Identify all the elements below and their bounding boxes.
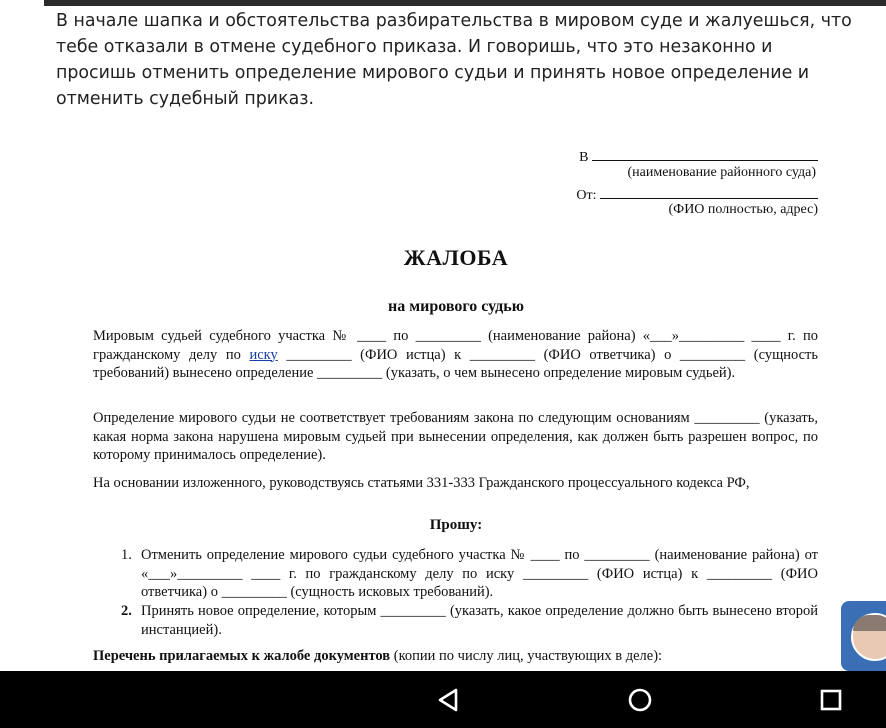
paragraph-1-end: _________ (ФИО истца) к _________ (ФИО ответчика) о _________ (сущность требований) вынесено определение _________ (указать, о чем вынесено определение мировым судьей).: [93, 346, 818, 381]
address-to-line: [579, 146, 818, 166]
attachments-note: (копии по числу лиц, участвующих в деле):: [390, 648, 663, 664]
paragraph-3: На основании изложенного, руководствуясь статьями 331-333 Гражданского процессуального кодекса РФ,: [93, 475, 750, 491]
android-navigation-bar: [0, 671, 886, 728]
paragraph-2: Определение мирового судьи не соответствует требованиям закона по следующим основаниям _________ (указать, какая норма закона нарушена мировым судьей при вынесении определения, как должен быть разрешен вопрос, по которому принималось определение).: [93, 410, 818, 463]
intro-text: В начале шапка и обстоятельства разбирательства в мировом суде и жалуешься, что тебе отказали в отмене судебного приказа. И говоришь, что это незаконно и просишь отменить определение мирового судьи и принять новое определение и отменить судебный приказ.: [56, 11, 852, 109]
top-bar: [44, 0, 886, 6]
address-from-hint: (ФИО полностью, адрес): [668, 202, 818, 217]
attachments-heading: Перечень прилагаемых к жалобе документов: [93, 648, 391, 664]
request-item-number: 2.: [121, 603, 132, 619]
address-to-hint: (наименование районного суда): [627, 165, 816, 180]
document-subtitle: на мирового судью: [388, 298, 524, 315]
address-from-blank: [600, 184, 818, 199]
address-to-prefix: В: [579, 150, 589, 165]
request-item-2: [121, 602, 818, 639]
circle-home-icon[interactable]: [625, 685, 655, 715]
square-recents-icon[interactable]: [816, 685, 846, 715]
triangle-back-icon[interactable]: [434, 685, 464, 715]
address-to-blank: [592, 146, 818, 161]
attachments-line: [93, 647, 818, 666]
address-from-line: [576, 184, 818, 204]
paragraph-1: [93, 327, 818, 383]
request-item-1: [121, 546, 818, 602]
document-title: ЖАЛОБА: [403, 245, 509, 270]
request-item-text: Отменить определение мирового судьи судебного участка № ____ по _________ (наименование района) от «___»_________ ____ г. по гражданскому делу по иску _________ (ФИО истца) к _________ (ФИО ответчика) о _________ (сущность исковых требований).: [141, 547, 818, 600]
lawsuit-link[interactable]: иску: [249, 346, 278, 363]
paragraph-1-start: Мировым судьей судебного участка № ____ по _________ (наименование района) «___»_________ ____ г. по гражданскому делу по: [93, 328, 818, 363]
chat-head-avatar[interactable]: [841, 601, 886, 671]
address-from-prefix: От:: [576, 188, 597, 203]
request-item-number: 1.: [121, 547, 132, 563]
request-item-text: Принять новое определение, которым _________ (указать, какое определение должно быть вынесено второй инстанцией).: [141, 603, 818, 638]
avatar-hair: [853, 615, 886, 631]
request-heading: Прошу:: [429, 517, 483, 533]
